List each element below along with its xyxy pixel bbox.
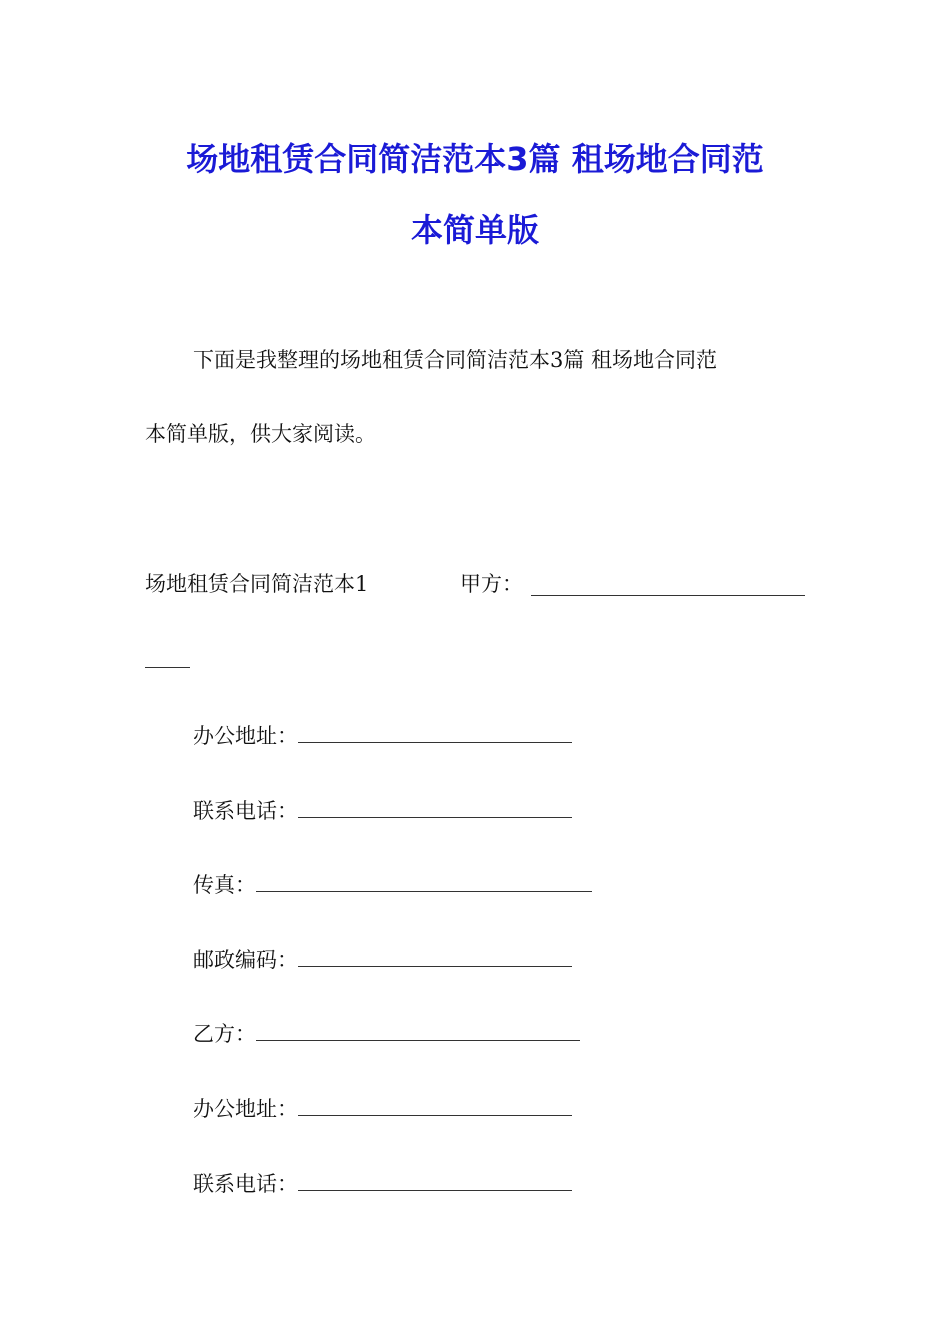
field-label: 联系电话： (193, 799, 298, 823)
section-1-heading: 场地租赁合同简洁范本1 (145, 572, 369, 596)
party-a-blank-line (531, 595, 805, 596)
blank-line (256, 869, 592, 892)
blank-line (298, 795, 572, 818)
blank-line (298, 944, 572, 967)
field-phone-b (193, 1168, 572, 1198)
blank-line (298, 720, 572, 743)
field-fax-a (193, 869, 592, 899)
document-title-line-2: 本简单版 (410, 211, 539, 249)
blank-line (256, 1018, 580, 1041)
field-label: 办公地址： (193, 724, 298, 748)
field-label: 传真： (193, 873, 256, 897)
blank-line (298, 1093, 572, 1116)
blank-line (298, 1168, 572, 1191)
intro-line-1: 下面是我整理的场地租赁合同简洁范本3篇 租场地合同范 (193, 348, 718, 372)
field-label: 邮政编码： (193, 948, 298, 972)
field-phone-a (193, 795, 572, 825)
field-label: 办公地址： (193, 1097, 298, 1121)
field-postcode-a (193, 944, 572, 974)
field-label: 乙方： (193, 1022, 256, 1046)
field-office-address-b (193, 1093, 572, 1123)
intro-line-2: 本简单版，供大家阅读。 (145, 422, 376, 446)
field-party-b (193, 1018, 580, 1048)
field-label: 联系电话： (193, 1172, 298, 1196)
party-a-label: 甲方： (460, 572, 523, 596)
party-a-blank-continuation (145, 667, 190, 668)
field-office-address-a (193, 720, 572, 750)
document-title-line-1: 场地租赁合同简洁范本3篇 租场地合同范 (186, 140, 764, 178)
